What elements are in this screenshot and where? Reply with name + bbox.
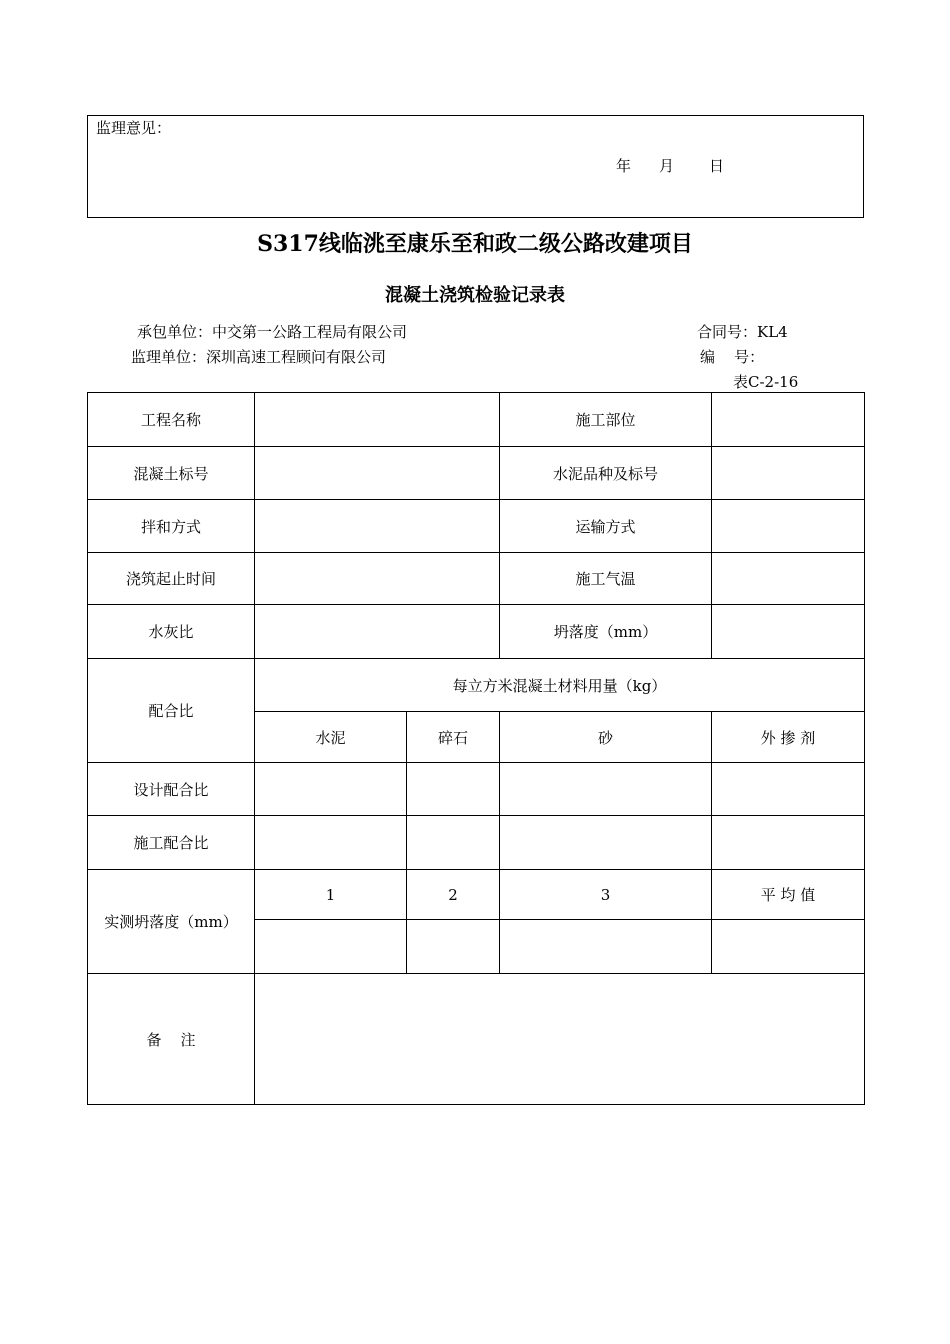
remarks-value[interactable] [255, 974, 865, 1105]
measurement-1-header: 1 [255, 870, 407, 920]
serial-number: 编 号： [700, 348, 765, 366]
table-row [88, 500, 865, 553]
concrete-grade-label: 混凝土标号 [88, 447, 255, 500]
measurement-2-value[interactable] [407, 920, 500, 974]
table-row [88, 659, 865, 712]
supervision-opinion-label: 监理意见： [96, 119, 172, 137]
wc-ratio-value[interactable] [255, 605, 500, 659]
table-row [88, 816, 865, 870]
construction-mix-label: 施工配合比 [88, 816, 255, 870]
table-row [88, 974, 865, 1105]
wc-ratio-label: 水灰比 [88, 605, 255, 659]
mix-ratio-label: 配合比 [88, 659, 255, 763]
average-header: 平 均 值 [712, 870, 865, 920]
cement-header: 水泥 [255, 712, 407, 763]
average-value[interactable] [712, 920, 865, 974]
slump-label: 坍落度（mm） [500, 605, 712, 659]
table-row [88, 605, 865, 659]
page-title: S317线临洮至康乐至和政二级公路改建项目 [257, 231, 693, 257]
cement-type-label: 水泥品种及标号 [500, 447, 712, 500]
pour-time-value[interactable] [255, 553, 500, 605]
supervision-opinion-box [87, 115, 864, 218]
table-row [88, 763, 865, 816]
form-subtitle: 混凝土浇筑检验记录表 [385, 285, 565, 306]
design-admixture-value[interactable] [712, 763, 865, 816]
transport-method-label: 运输方式 [500, 500, 712, 553]
table-row [88, 553, 865, 605]
date-year: 年 [616, 157, 632, 175]
transport-method-value[interactable] [712, 500, 865, 553]
mixing-method-value[interactable] [255, 500, 500, 553]
construction-part-label: 施工部位 [500, 393, 712, 447]
contractor-unit: 承包单位：中交第一公路工程局有限公司 [137, 323, 408, 341]
design-cement-value[interactable] [255, 763, 407, 816]
measurement-2-header: 2 [407, 870, 500, 920]
material-per-m3-header: 每立方米混凝土材料用量（kg） [255, 659, 865, 712]
construction-admixture-value[interactable] [712, 816, 865, 870]
form-number: 表C-2-16 [733, 373, 799, 391]
air-temp-value[interactable] [712, 553, 865, 605]
measurement-3-header: 3 [500, 870, 712, 920]
measurement-1-value[interactable] [255, 920, 407, 974]
project-name-label: 工程名称 [88, 393, 255, 447]
project-name-value[interactable] [255, 393, 500, 447]
sand-header: 砂 [500, 712, 712, 763]
construction-gravel-value[interactable] [407, 816, 500, 870]
measurement-3-value[interactable] [500, 920, 712, 974]
date-day: 日 [709, 157, 725, 175]
design-mix-label: 设计配合比 [88, 763, 255, 816]
contract-number: 合同号：KL4 [697, 323, 788, 341]
date-month: 月 [659, 157, 675, 175]
design-gravel-value[interactable] [407, 763, 500, 816]
slump-value[interactable] [712, 605, 865, 659]
supervision-unit: 监理单位：深圳高速工程顾问有限公司 [131, 348, 387, 366]
construction-cement-value[interactable] [255, 816, 407, 870]
table-row [88, 393, 865, 447]
table-row [88, 870, 865, 920]
admixture-header: 外 掺 剂 [712, 712, 865, 763]
measured-slump-label: 实测坍落度（mm） [88, 870, 255, 974]
gravel-header: 碎石 [407, 712, 500, 763]
concrete-grade-value[interactable] [255, 447, 500, 500]
pour-time-label: 浇筑起止时间 [88, 553, 255, 605]
air-temp-label: 施工气温 [500, 553, 712, 605]
concrete-pouring-inspection-table [87, 392, 865, 1105]
cement-type-value[interactable] [712, 447, 865, 500]
construction-sand-value[interactable] [500, 816, 712, 870]
remarks-label: 备 注 [88, 974, 255, 1105]
mixing-method-label: 拌和方式 [88, 500, 255, 553]
table-row [88, 447, 865, 500]
construction-part-value[interactable] [712, 393, 865, 447]
design-sand-value[interactable] [500, 763, 712, 816]
